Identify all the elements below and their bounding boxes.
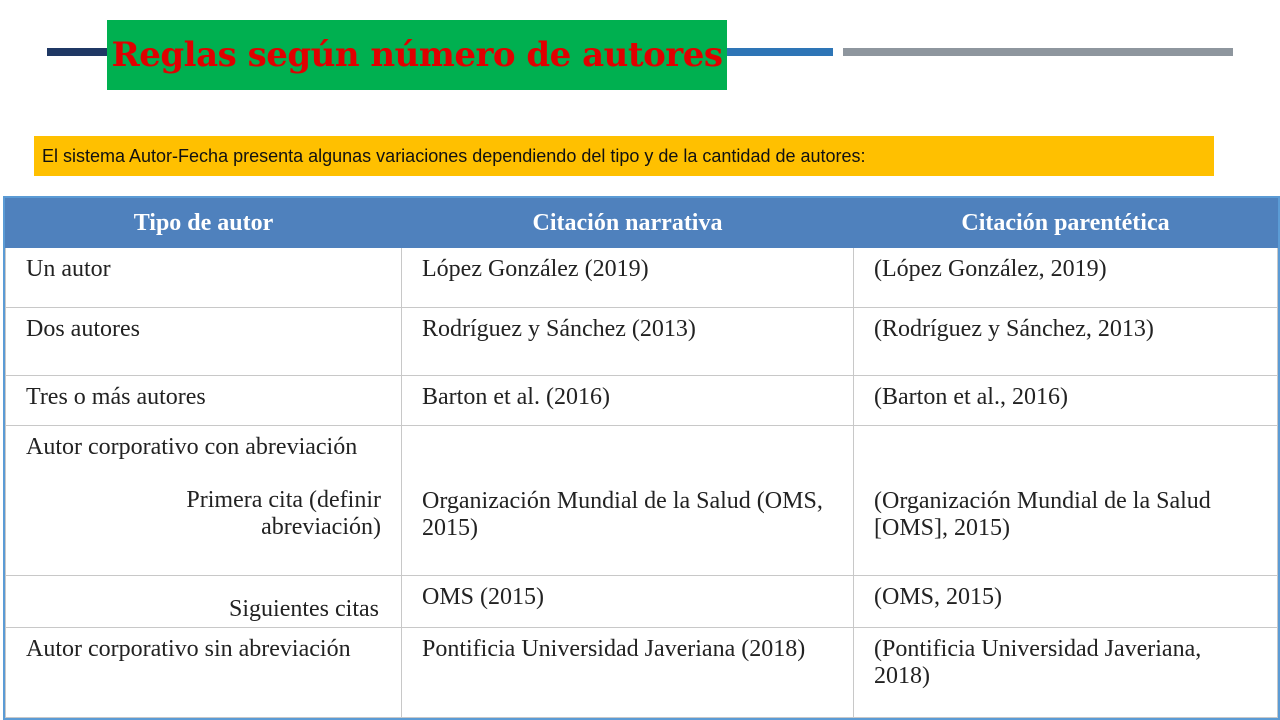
citation-table	[5, 198, 1278, 718]
corp-con-label: Autor corporativo con abreviación	[26, 434, 358, 460]
cell-tipo	[6, 576, 402, 628]
cell-parentetica: (Pontificia Universidad Javeriana, 2018)	[854, 628, 1278, 718]
intro-text: El sistema Autor-Fecha presenta algunas variaciones dependiendo del tipo y de la cantidad de autores:	[42, 145, 866, 166]
siguientes-citas-label: Siguientes citas	[229, 596, 379, 622]
cell-narrativa: Pontificia Universidad Javeriana (2018)	[402, 628, 854, 718]
cell-tipo: Autor corporativo sin abreviación	[6, 628, 402, 718]
table-row	[6, 248, 1278, 308]
cell-narrativa: López González (2019)	[402, 248, 854, 308]
table-row	[6, 376, 1278, 426]
cell-narrativa	[402, 426, 854, 576]
cell-tipo	[6, 426, 402, 576]
table-header-row	[6, 199, 1278, 248]
cell-parentetica: (Rodríguez y Sánchez, 2013)	[854, 308, 1278, 376]
cell-parentetica: (Barton et al., 2016)	[854, 376, 1278, 426]
table-row	[6, 576, 1278, 628]
primera-narrativa: Organización Mundial de la Salud (OMS, 2015)	[422, 488, 823, 541]
cell-parentetica	[854, 426, 1278, 576]
cell-parentetica: (OMS, 2015)	[854, 576, 1278, 628]
column-header-narrativa: Citación narrativa	[402, 199, 854, 248]
table-row	[6, 426, 1278, 576]
cell-parentetica: (López González, 2019)	[854, 248, 1278, 308]
primera-cita-label: Primera cita (definir abreviación)	[186, 487, 381, 540]
cell-tipo: Tres o más autores	[6, 376, 402, 426]
cell-tipo: Dos autores	[6, 308, 402, 376]
cell-spacer	[874, 434, 1257, 488]
decorative-bar-navy	[47, 48, 109, 56]
primera-parentetica: (Organización Mundial de la Salud [OMS], 2015)	[874, 488, 1211, 541]
decorative-bar-blue	[727, 48, 833, 56]
table-row	[6, 308, 1278, 376]
decorative-bar-grey	[843, 48, 1233, 56]
cell-narrativa: Barton et al. (2016)	[402, 376, 854, 426]
title-banner	[107, 20, 727, 90]
cell-narrativa: OMS (2015)	[402, 576, 854, 628]
citation-table-container	[3, 196, 1280, 720]
cell-spacer	[422, 434, 833, 488]
page-title: Reglas según número de autores	[111, 35, 723, 75]
cell-narrativa: Rodríguez y Sánchez (2013)	[402, 308, 854, 376]
cell-tipo: Un autor	[6, 248, 402, 308]
table-row	[6, 628, 1278, 718]
intro-banner	[34, 136, 1214, 176]
column-header-parentetica: Citación parentética	[854, 199, 1278, 248]
column-header-tipo: Tipo de autor	[6, 199, 402, 248]
